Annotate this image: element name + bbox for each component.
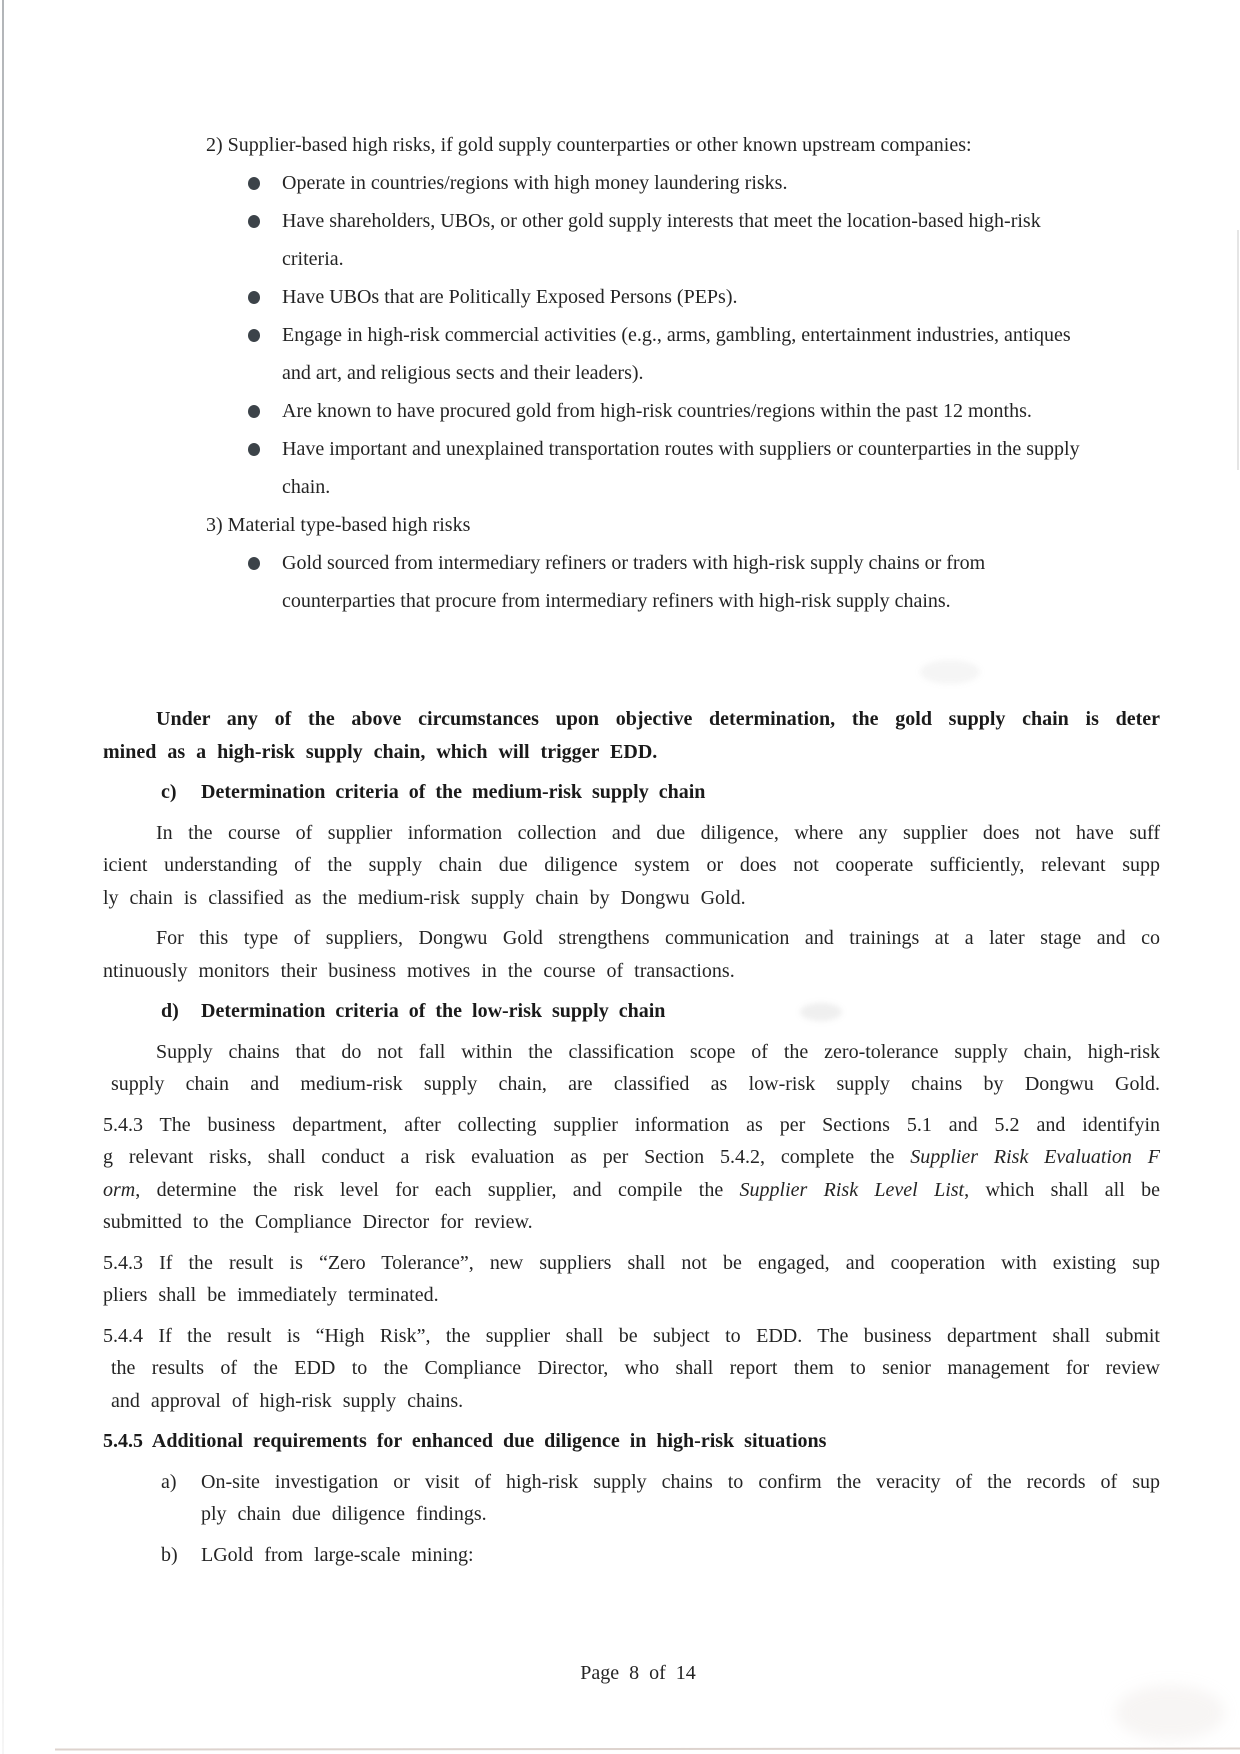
list-item <box>103 430 1160 506</box>
heading-text: Determination criteria of the medium-risk supply chain <box>201 781 706 803</box>
paragraph-text: , which shall all be <box>964 1178 1160 1201</box>
list-item-line: and art, and religious sects and their leaders). <box>282 362 644 384</box>
heading-545-additional-requirements: 5.4.5 Additional requirements for enhanced due diligence in high-risk situations <box>103 1430 827 1452</box>
list-item <box>103 278 1160 316</box>
paragraph-line: 5.4.3 If the result is “Zero Tolerance”, new suppliers shall not be engaged, and cooperation with existing sup <box>103 1251 1160 1274</box>
bullet-icon <box>248 215 260 228</box>
list-item-line: Have shareholders, UBOs, or other gold supply interests that meet the location-based high-risk <box>282 210 1041 232</box>
paragraph-line: submitted to the Compliance Director for review. <box>103 1211 533 1233</box>
paragraph-543-zero-tolerance <box>103 1247 1160 1312</box>
list-item-a <box>103 1466 1160 1531</box>
paragraph-543-evaluation <box>103 1109 1160 1239</box>
heading-low-risk-criteria <box>103 995 1160 1028</box>
high-risk-list-section <box>103 126 1160 620</box>
paragraph-medium-risk-1 <box>103 817 1160 915</box>
bullet-icon <box>248 177 260 190</box>
heading-label: d) <box>161 1000 179 1022</box>
list-item-line: criteria. <box>282 248 344 270</box>
list-item-line: Engage in high-risk commercial activities (e.g., arms, gambling, entertainment industries, antiques <box>282 324 1071 346</box>
list-item-line: counterparties that procure from intermediary refiners with high-risk supply chains. <box>282 590 951 612</box>
paragraph-line: For this type of suppliers, Dongwu Gold strengthens communication and trainings at a later stage and co <box>156 927 1160 949</box>
paragraph-line: icient understanding of the supply chain due diligence system or does not cooperate sufficiently, relevant supp <box>103 854 1160 876</box>
bullet-icon <box>248 443 260 456</box>
paragraph-line <box>103 1174 1160 1207</box>
document-title-italic: orm <box>103 1178 136 1201</box>
list-item-line: Operate in countries/regions with high money laundering risks. <box>282 172 788 194</box>
paragraph-line: ntinuously monitors their business motives in the course of transactions. <box>103 959 735 982</box>
paragraph-544-high-risk <box>103 1320 1160 1418</box>
scan-smudge <box>920 660 980 684</box>
paragraph-text: , determine the risk level for each supplier, and compile the <box>135 1178 740 1201</box>
list-item <box>103 164 1160 202</box>
list-item-label: b) <box>161 1543 178 1566</box>
bullet-icon <box>248 405 260 418</box>
heading-text: Determination criteria of the low-risk supply chain <box>201 1000 666 1022</box>
heading-medium-risk-criteria <box>103 776 1160 809</box>
list-item-line: chain. <box>282 476 331 498</box>
paragraph-text: g relevant risks, shall conduct a risk evaluation as per Section 5.4.2, complete the <box>103 1146 911 1168</box>
list-item <box>103 316 1160 392</box>
paragraph-line: the results of the EDD to the Compliance Director, who shall report them to senior management for review <box>111 1357 1160 1379</box>
list-item-line: Are known to have procured gold from high-risk countries/regions within the past 12 months. <box>282 400 1032 422</box>
list-heading-material-type: 3) Material type-based high risks <box>206 514 471 536</box>
list-item-line: Gold sourced from intermediary refiners or traders with high-risk supply chains or from <box>282 552 986 574</box>
paragraph-medium-risk-2 <box>103 922 1160 987</box>
paragraph-line: In the course of supplier information collection and due diligence, where any supplier does not have suff <box>156 821 1160 844</box>
scan-edge-line-bottom <box>55 1747 1240 1750</box>
paragraph-line: Supply chains that do not fall within the classification scope of the zero-tolerance supply chain, high-risk <box>156 1040 1160 1063</box>
paragraph-line: ply chain due diligence findings. <box>201 1503 487 1525</box>
list-item-label: a) <box>161 1470 177 1493</box>
paragraph-line: pliers shall be immediately terminated. <box>103 1284 439 1306</box>
document-title-italic: Supplier Risk Level List <box>739 1178 965 1201</box>
paragraph-line: On-site investigation or visit of high-risk supply chains to confirm the veracity of the records of sup <box>201 1470 1160 1493</box>
paragraph-line: mined as a high-risk supply chain, which will trigger EDD. <box>103 740 658 763</box>
paragraph-line: 5.4.3 The business department, after collecting supplier information as per Sections 5.1 and 5.2 and identifyin <box>103 1113 1160 1136</box>
list-item <box>103 202 1160 278</box>
list-item-b <box>103 1539 1160 1572</box>
body-text-section <box>103 703 1160 1579</box>
heading-label: c) <box>161 781 177 803</box>
list-item-line: Have important and unexplained transportation routes with suppliers or counterparties in the supply <box>282 438 1080 460</box>
paragraph-line <box>103 1141 1160 1174</box>
list-item <box>103 544 1160 620</box>
bullet-icon <box>248 329 260 342</box>
paragraph-line: Under any of the above circumstances upon objective determination, the gold supply chain is deter <box>156 708 1160 730</box>
paragraph-line: LGold from large-scale mining: <box>201 1543 474 1566</box>
paragraph-low-risk <box>103 1036 1160 1101</box>
document-title-italic: Supplier Risk Evaluation F <box>910 1146 1161 1168</box>
list-item <box>103 392 1160 430</box>
paragraph-line: ly chain is classified as the medium-risk supply chain by Dongwu Gold. <box>103 886 746 909</box>
scan-edge-line-left <box>2 0 4 1754</box>
paragraph-under-any <box>103 703 1160 768</box>
paragraph-line: and approval of high-risk supply chains. <box>111 1389 464 1412</box>
bullet-icon <box>248 557 260 570</box>
scan-smudge <box>1115 1685 1225 1740</box>
scan-edge-line-right <box>1237 230 1239 470</box>
list-heading-supplier-based: 2) Supplier-based high risks, if gold supply counterparties or other known upstream companies: <box>206 134 972 156</box>
list-item-line: Have UBOs that are Politically Exposed Persons (PEPs). <box>282 286 738 308</box>
page-number-footer: Page 8 of 14 <box>580 1662 696 1684</box>
paragraph-line: supply chain and medium-risk supply chain, are classified as low-risk supply chains by Dongwu Gold. <box>111 1073 1160 1095</box>
paragraph-line: 5.4.4 If the result is “High Risk”, the supplier shall be subject to EDD. The business department shall submit <box>103 1324 1160 1347</box>
bullet-icon <box>248 291 260 304</box>
